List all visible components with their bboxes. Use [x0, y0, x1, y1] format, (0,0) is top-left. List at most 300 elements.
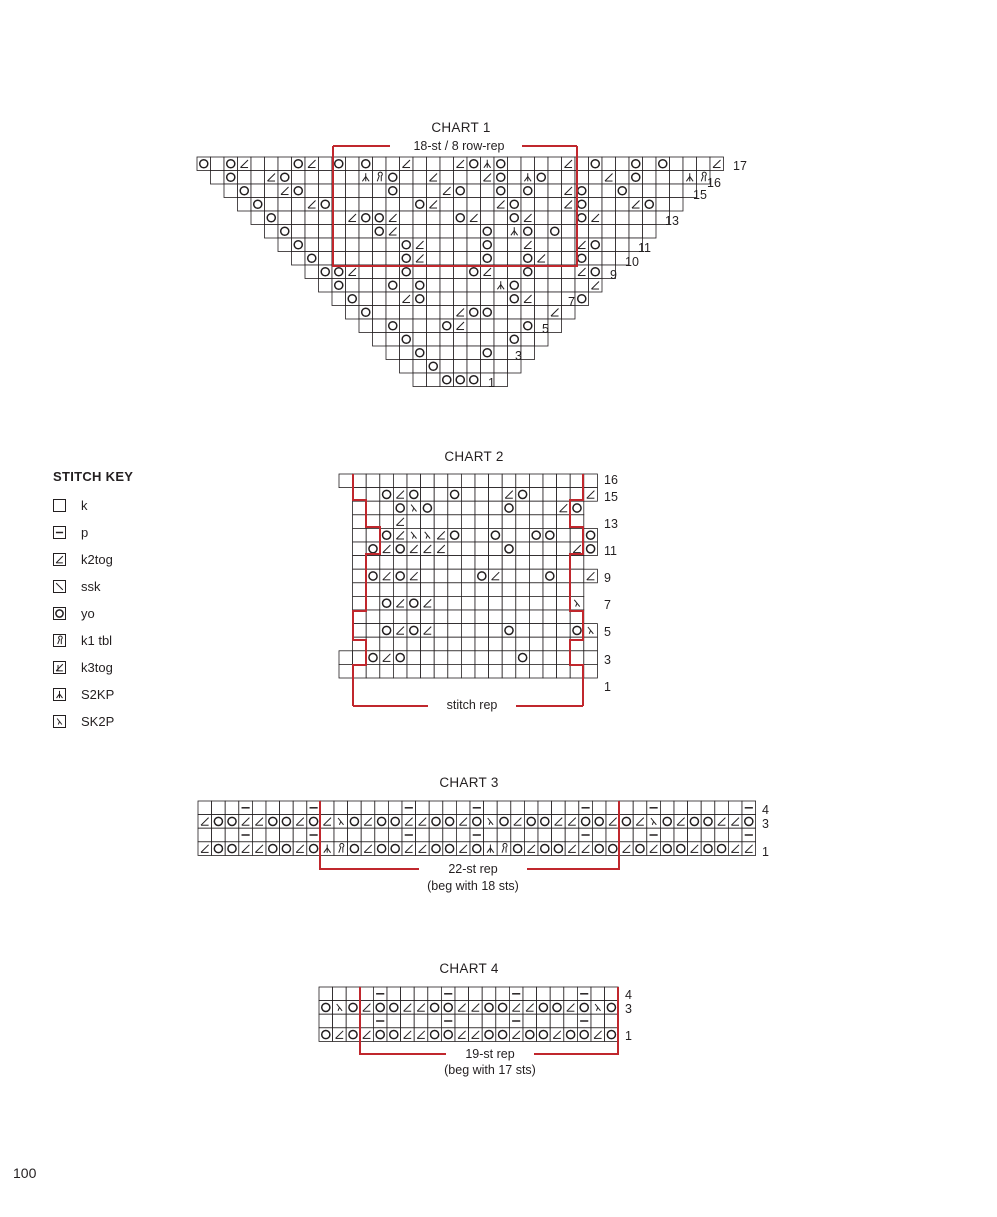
chart-cell — [448, 596, 462, 610]
chart-cell — [448, 637, 462, 651]
chart-cell — [715, 828, 729, 842]
chart-cell — [353, 474, 367, 488]
chart-cell — [516, 624, 530, 638]
chart-cell — [475, 624, 489, 638]
chart-cell — [440, 171, 454, 185]
chart-cell — [616, 171, 630, 185]
chart-cell — [225, 801, 239, 815]
stitch-key-title: STITCH KEY — [53, 469, 134, 484]
chart-cell — [535, 306, 549, 320]
chart-cell — [557, 664, 571, 678]
chart-cell — [346, 184, 360, 198]
chart-cell — [366, 637, 380, 651]
chart-cell — [516, 583, 530, 597]
chart-cell — [293, 801, 307, 815]
chart-cell — [353, 569, 367, 583]
chart-cell — [548, 292, 562, 306]
chart-cell — [475, 488, 489, 502]
chart-cell — [584, 474, 598, 488]
chart-cell — [467, 252, 481, 266]
chart-cell — [461, 515, 475, 529]
chart-cell — [380, 637, 394, 651]
chart-cell — [467, 319, 481, 333]
chart-cell — [511, 801, 525, 815]
stitch-key-item-k1tbl — [53, 632, 112, 648]
chart-cell — [346, 198, 360, 212]
chart-1-row-label: 9 — [610, 268, 617, 282]
chart-cell — [332, 184, 346, 198]
chart-cell — [319, 184, 333, 198]
stitch-key-label: SK2P — [81, 713, 115, 729]
chart-cell — [592, 801, 606, 815]
chart-cell — [421, 556, 435, 570]
chart-cell — [461, 488, 475, 502]
chart-cell — [548, 198, 562, 212]
chart-cell — [570, 569, 584, 583]
chart-cell — [448, 664, 462, 678]
chart-cell — [434, 610, 448, 624]
chart-cell — [602, 238, 616, 252]
chart-cell — [550, 987, 564, 1001]
chart-cell — [602, 157, 616, 171]
chart-cell — [346, 279, 360, 293]
chart-cell — [353, 596, 367, 610]
chart-cell — [373, 306, 387, 320]
chart-cell — [319, 238, 333, 252]
chart-cell — [339, 664, 353, 678]
chart-cell — [543, 474, 557, 488]
chart-cell — [633, 801, 647, 815]
chart-cell — [440, 306, 454, 320]
chart-cell — [701, 828, 715, 842]
chart-cell — [252, 828, 266, 842]
chart-cell — [353, 501, 367, 515]
chart-cell — [548, 238, 562, 252]
chart-cell — [616, 211, 630, 225]
chart-cell — [494, 211, 508, 225]
chart-cell — [346, 238, 360, 252]
chart-cell — [319, 279, 333, 293]
chart-cell — [427, 184, 441, 198]
chart-1-row-label: 3 — [515, 349, 522, 363]
chart-cell — [400, 346, 414, 360]
chart-cell — [508, 265, 522, 279]
page-number: 100 — [13, 1165, 37, 1181]
chart-cell — [529, 664, 543, 678]
chart-cell — [292, 171, 306, 185]
chart-cell — [407, 637, 421, 651]
chart-4-title: CHART 4 — [439, 961, 499, 976]
chart-cell — [305, 184, 319, 198]
stitch-key-label: k — [81, 497, 88, 513]
chart-cell — [489, 542, 503, 556]
p-icon — [53, 526, 66, 539]
chart-cell — [535, 279, 549, 293]
chart-cell — [386, 333, 400, 347]
chart-cell — [660, 801, 674, 815]
chart-cell — [440, 333, 454, 347]
chart-cell — [484, 801, 498, 815]
chart-cell — [265, 157, 279, 171]
chart-cell — [602, 198, 616, 212]
chart-cell — [400, 306, 414, 320]
chart-cell — [570, 583, 584, 597]
chart-cell — [562, 225, 576, 239]
chart-4-row-label: 4 — [625, 988, 632, 1002]
chart-cell — [448, 515, 462, 529]
chart-cell — [361, 801, 375, 815]
chart-cell — [251, 171, 265, 185]
chart-cell — [319, 987, 333, 1001]
chart-cell — [616, 225, 630, 239]
chart-cell — [266, 828, 280, 842]
chart-cell — [496, 987, 510, 1001]
chart-cell — [428, 1014, 442, 1028]
chart-cell — [461, 542, 475, 556]
chart-cell — [670, 157, 684, 171]
chart-cell — [332, 211, 346, 225]
chart-cell — [529, 542, 543, 556]
chart-1-cells — [197, 157, 724, 387]
k3tog-icon — [53, 661, 66, 674]
chart-cell — [728, 828, 742, 842]
chart-cell — [401, 1014, 415, 1028]
chart-cell — [557, 542, 571, 556]
chart-cell — [278, 211, 292, 225]
chart-cell — [238, 171, 252, 185]
chart-cell — [440, 198, 454, 212]
chart-cell — [346, 1014, 360, 1028]
chart-cell — [375, 828, 389, 842]
chart-cell — [521, 198, 535, 212]
chart-cell — [537, 1014, 551, 1028]
chart-cell — [697, 157, 711, 171]
chart-cell — [516, 515, 530, 529]
chart-cell — [565, 828, 579, 842]
chart-cell — [543, 596, 557, 610]
chart-cell — [461, 528, 475, 542]
chart-cell — [543, 624, 557, 638]
chart-cell — [456, 801, 470, 815]
chart-cell — [602, 184, 616, 198]
chart-cell — [543, 515, 557, 529]
chart-cell — [516, 637, 530, 651]
chart-cell — [467, 292, 481, 306]
chart-cell — [494, 238, 508, 252]
chart-cell — [421, 664, 435, 678]
chart-cell — [643, 157, 657, 171]
chart-1-row-label: 11 — [638, 241, 651, 255]
chart-cell — [421, 488, 435, 502]
chart-cell — [467, 279, 481, 293]
chart-cell — [562, 279, 576, 293]
chart-cell — [688, 828, 702, 842]
chart-cell — [529, 488, 543, 502]
chart-cell — [484, 828, 498, 842]
chart-cell — [332, 252, 346, 266]
chart-cell — [440, 225, 454, 239]
chart-cell — [584, 664, 598, 678]
chart-cell — [414, 987, 428, 1001]
chart-cell — [373, 184, 387, 198]
chart-cell — [346, 306, 360, 320]
chart-cell — [366, 528, 380, 542]
chart-cell — [552, 828, 566, 842]
chart-cell — [393, 556, 407, 570]
chart-cell — [508, 157, 522, 171]
chart-cell — [366, 596, 380, 610]
chart-cell — [523, 1014, 537, 1028]
chart-cell — [366, 556, 380, 570]
chart-cell — [427, 279, 441, 293]
chart-cell — [393, 474, 407, 488]
chart-cell — [434, 488, 448, 502]
chart-cell — [529, 501, 543, 515]
chart-2-row-label: 16 — [604, 473, 618, 487]
chart-cell — [252, 801, 266, 815]
chart-cell — [489, 474, 503, 488]
chart-cell — [366, 583, 380, 597]
chart-cell — [427, 157, 441, 171]
chart-cell — [434, 664, 448, 678]
chart-cell — [353, 528, 367, 542]
chart-3-rep-note: (beg with 18 sts) — [404, 879, 542, 894]
chart-3-row-label: 3 — [762, 817, 769, 831]
chart-cell — [475, 610, 489, 624]
chart-cell — [589, 198, 603, 212]
chart-cell — [467, 171, 481, 185]
chart-cell — [386, 157, 400, 171]
chart-4-rep-note: (beg with 17 sts) — [421, 1063, 559, 1078]
chart-cell — [670, 171, 684, 185]
chart-1-row-label: 5 — [542, 322, 549, 336]
chart-cell — [643, 211, 657, 225]
chart-cell — [562, 171, 576, 185]
chart-cell — [224, 184, 238, 198]
chart-cell — [455, 987, 469, 1001]
chart-cell — [660, 828, 674, 842]
chart-cell — [529, 556, 543, 570]
chart-cell — [413, 184, 427, 198]
chart-cell — [516, 664, 530, 678]
stitch-key-label: p — [81, 524, 89, 540]
chart-cell — [516, 542, 530, 556]
chart-cell — [482, 987, 496, 1001]
chart-cell — [292, 198, 306, 212]
chart-cell — [502, 664, 516, 678]
chart-cell — [481, 211, 495, 225]
chart-cell — [421, 569, 435, 583]
chart-cell — [346, 157, 360, 171]
chart-cell — [557, 569, 571, 583]
chart-cell — [440, 157, 454, 171]
chart-cell — [529, 515, 543, 529]
chart-cell — [538, 801, 552, 815]
chart-2-row-label: 15 — [604, 490, 618, 504]
chart-cell — [413, 157, 427, 171]
chart-cell — [516, 556, 530, 570]
chart-cell — [521, 279, 535, 293]
chart-cell — [380, 474, 394, 488]
chart-cell — [448, 624, 462, 638]
chart-cell — [535, 211, 549, 225]
chart-cell — [643, 184, 657, 198]
chart-cell — [319, 1014, 333, 1028]
chart-cell — [643, 171, 657, 185]
chart-cell — [427, 238, 441, 252]
chart-cell — [469, 987, 483, 1001]
chart-cell — [440, 238, 454, 252]
chart-cell — [427, 252, 441, 266]
chart-cell — [353, 664, 367, 678]
chart-cell — [434, 556, 448, 570]
chart-cell — [434, 583, 448, 597]
chart-cell — [461, 474, 475, 488]
chart-cell — [562, 211, 576, 225]
chart-cell — [502, 651, 516, 665]
chart-cell — [320, 801, 334, 815]
chart-cell — [516, 596, 530, 610]
chart-cell — [602, 211, 616, 225]
chart-cell — [629, 184, 643, 198]
chart-cell — [467, 238, 481, 252]
chart-cell — [543, 488, 557, 502]
chart-cell — [516, 569, 530, 583]
chart-cell — [440, 279, 454, 293]
chart-cell — [359, 225, 373, 239]
chart-cell — [475, 651, 489, 665]
chart-cell — [333, 1014, 347, 1028]
chart-cell — [346, 171, 360, 185]
chart-cell — [592, 828, 606, 842]
chart-cell — [548, 171, 562, 185]
chart-cell — [366, 488, 380, 502]
chart-cell — [529, 569, 543, 583]
chart-cell — [489, 583, 503, 597]
chart-cell — [508, 238, 522, 252]
chart-3-row-label: 1 — [762, 845, 769, 859]
chart-1-row-label: 7 — [568, 295, 575, 309]
chart-cell — [461, 556, 475, 570]
chart-cell — [334, 828, 348, 842]
ssk-icon — [53, 580, 66, 593]
chart-cell — [305, 265, 319, 279]
chart-cell — [481, 184, 495, 198]
chart-cell — [670, 198, 684, 212]
chart-cell — [434, 651, 448, 665]
chart-cell — [319, 211, 333, 225]
chart-cell — [461, 596, 475, 610]
chart-cell — [320, 828, 334, 842]
chart-2-cells — [339, 474, 597, 678]
chart-cell — [353, 651, 367, 665]
chart-cell — [529, 651, 543, 665]
chart-cell — [443, 801, 457, 815]
chart-cell — [280, 801, 294, 815]
chart-cell — [481, 292, 495, 306]
chart-cell — [605, 1014, 619, 1028]
chart-cell — [529, 474, 543, 488]
chart-cell — [373, 319, 387, 333]
chart-cell — [346, 252, 360, 266]
chart-cell — [265, 198, 279, 212]
chart-cell — [353, 624, 367, 638]
chart-cell — [319, 157, 333, 171]
chart-cell — [387, 987, 401, 1001]
chart-cell — [332, 292, 346, 306]
chart-cell — [548, 211, 562, 225]
chart-cell — [380, 515, 394, 529]
chart-cell — [467, 198, 481, 212]
chart-cell — [421, 610, 435, 624]
chart-cell — [591, 987, 605, 1001]
chart-cell — [305, 171, 319, 185]
chart-cell — [319, 252, 333, 266]
chart-cell — [319, 171, 333, 185]
chart-cell — [688, 801, 702, 815]
stitch-key-item-k3tog — [53, 659, 113, 675]
chart-cell — [469, 1014, 483, 1028]
chart-2-row-label: 9 — [604, 571, 611, 585]
chart-cell — [388, 828, 402, 842]
chart-cell — [373, 252, 387, 266]
chart-cell — [656, 198, 670, 212]
chart-cell — [413, 373, 427, 387]
chart-cell — [339, 474, 353, 488]
chart-cell — [434, 501, 448, 515]
chart-cell — [366, 501, 380, 515]
chart-cell — [496, 1014, 510, 1028]
s2kp-icon — [53, 688, 66, 701]
chart-cell — [251, 211, 265, 225]
chart-cell — [373, 265, 387, 279]
chart-cell — [494, 319, 508, 333]
chart-cell — [380, 610, 394, 624]
stitch-key-label: ssk — [81, 578, 101, 594]
chart-cell — [393, 664, 407, 678]
chart-cell — [461, 610, 475, 624]
chart-cell — [366, 474, 380, 488]
stitch-key-item-p — [53, 524, 88, 540]
chart-cell — [616, 198, 630, 212]
chart-2-row-label: 3 — [604, 653, 611, 667]
chart-cell — [521, 157, 535, 171]
chart-cell — [475, 515, 489, 529]
chart-cell — [557, 596, 571, 610]
k1tbl-icon — [53, 634, 66, 647]
chart-cell — [400, 360, 414, 374]
chart-cell — [413, 265, 427, 279]
chart-cell — [434, 624, 448, 638]
chart-cell — [421, 637, 435, 651]
chart-3-cells — [198, 801, 756, 855]
chart-cell — [407, 474, 421, 488]
chart-cell — [535, 238, 549, 252]
chart-cell — [538, 828, 552, 842]
chart-cell — [305, 211, 319, 225]
chart-cell — [353, 583, 367, 597]
chart-cell — [570, 651, 584, 665]
chart-cell — [543, 637, 557, 651]
chart-cell — [494, 225, 508, 239]
chart-cell — [346, 987, 360, 1001]
chart-cell — [489, 488, 503, 502]
chart-cell — [461, 501, 475, 515]
chart-cell — [198, 828, 212, 842]
chart-cell — [502, 637, 516, 651]
chart-cell — [251, 184, 265, 198]
chart-cell — [589, 184, 603, 198]
